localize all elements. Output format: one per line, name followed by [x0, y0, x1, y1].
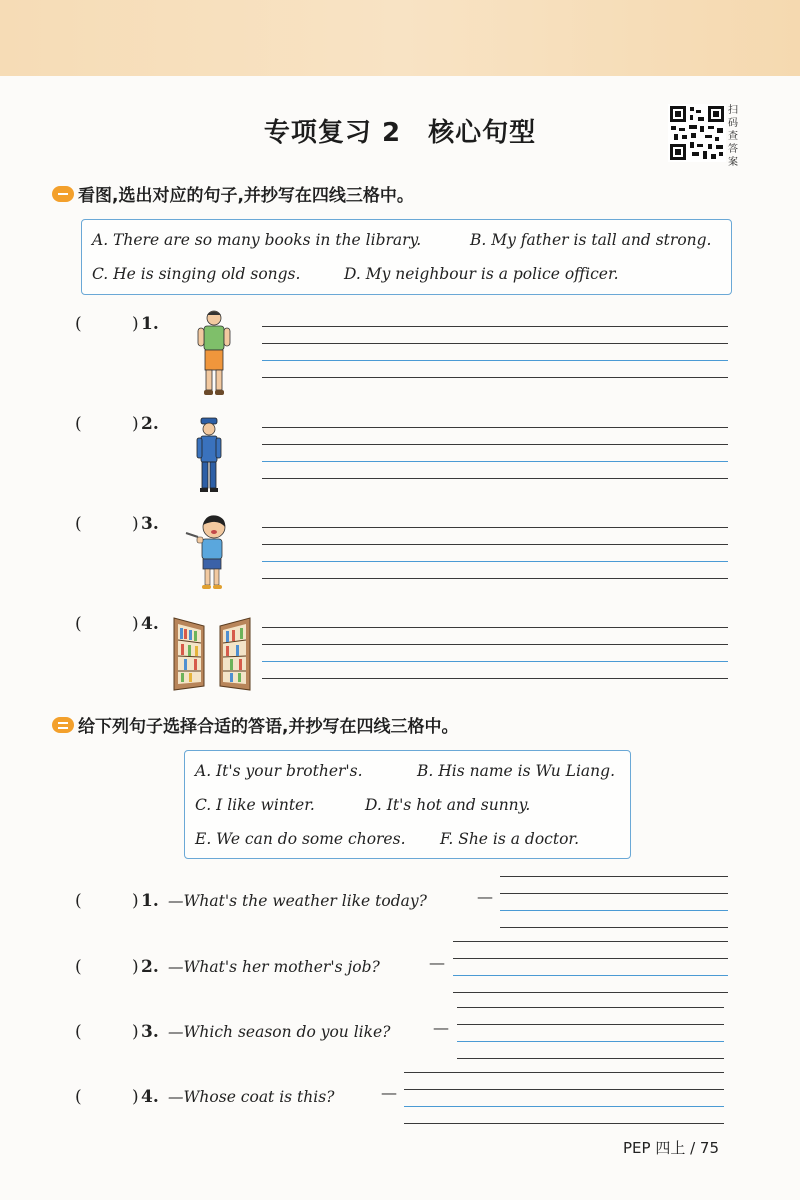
answer-dash: — [429, 953, 445, 972]
section-number-two-icon [52, 717, 74, 733]
answer-paren-open: ( [75, 957, 82, 977]
writing-lines-four[interactable] [453, 941, 728, 993]
writing-lines-four[interactable] [500, 876, 728, 928]
section-2-instruction: 给下列句子选择合适的答语,并抄写在四线三格中。 [52, 712, 458, 737]
tall-strong-man-picture [192, 308, 236, 398]
writing-lines-four[interactable] [457, 1007, 724, 1059]
question-text: —What's the weather like today? [168, 892, 427, 910]
question-number: 4. [141, 614, 159, 634]
option-c: C. He is singing old songs. [92, 265, 301, 283]
question-number: 3. [141, 1022, 159, 1042]
writing-lines-four[interactable] [262, 627, 728, 679]
section-2-options-box [184, 750, 631, 859]
header-band [0, 0, 800, 76]
page-footer: PEP 四上 / 75 [623, 1139, 720, 1157]
section-1-instruction: 看图,选出对应的句子,并抄写在四线三格中。 [52, 181, 414, 206]
answer-dash: — [477, 887, 493, 906]
question-number: 1. [141, 891, 159, 911]
question-number: 4. [141, 1087, 159, 1107]
answer-paren-open: ( [75, 514, 82, 534]
option-a: A. It's your brother's. [195, 762, 363, 780]
boy-singing-picture [184, 513, 234, 593]
option-b: B. His name is Wu Liang. [417, 762, 615, 780]
qr-code-icon[interactable] [668, 104, 726, 162]
writing-lines-four[interactable] [404, 1072, 724, 1124]
answer-paren-open: ( [75, 891, 82, 911]
answer-paren-open: ( [75, 314, 82, 334]
answer-dash: — [381, 1083, 397, 1102]
answer-paren-open: ( [75, 1022, 82, 1042]
writing-lines-four[interactable] [262, 427, 728, 479]
option-f: F. She is a doctor. [440, 830, 580, 848]
answer-paren-close: ) [132, 614, 139, 634]
question-number: 3. [141, 514, 159, 534]
question-number: 1. [141, 314, 159, 334]
police-officer-picture [194, 416, 224, 496]
answer-paren-close: ) [132, 957, 139, 977]
section-1-options-box [81, 219, 732, 295]
answer-paren-open: ( [75, 614, 82, 634]
page-title: 专项复习 2 核心句型 [263, 118, 537, 148]
answer-paren-open: ( [75, 1087, 82, 1107]
answer-paren-close: ) [132, 414, 139, 434]
option-b: B. My father is tall and strong. [470, 231, 712, 249]
question-text: —What's her mother's job? [168, 958, 380, 976]
option-e: E. We can do some chores. [195, 830, 406, 848]
qr-caption: 扫 码 查 答 案 [728, 105, 738, 168]
answer-paren-close: ) [132, 314, 139, 334]
question-number: 2. [141, 414, 159, 434]
writing-lines-four[interactable] [262, 527, 728, 579]
answer-paren-close: ) [132, 514, 139, 534]
option-c: C. I like winter. [195, 796, 315, 814]
question-text: —Whose coat is this? [168, 1088, 335, 1106]
answer-dash: — [433, 1018, 449, 1037]
question-text: —Which season do you like? [168, 1023, 391, 1041]
answer-paren-open: ( [75, 414, 82, 434]
writing-lines-four[interactable] [262, 326, 728, 378]
section-number-one-icon [52, 186, 74, 202]
library-bookshelves-picture [172, 616, 252, 692]
option-d: D. My neighbour is a police officer. [344, 265, 619, 283]
answer-paren-close: ) [132, 1087, 139, 1107]
option-a: A. There are so many books in the library. [92, 231, 422, 249]
question-number: 2. [141, 957, 159, 977]
answer-paren-close: ) [132, 891, 139, 911]
option-d: D. It's hot and sunny. [365, 796, 531, 814]
answer-paren-close: ) [132, 1022, 139, 1042]
